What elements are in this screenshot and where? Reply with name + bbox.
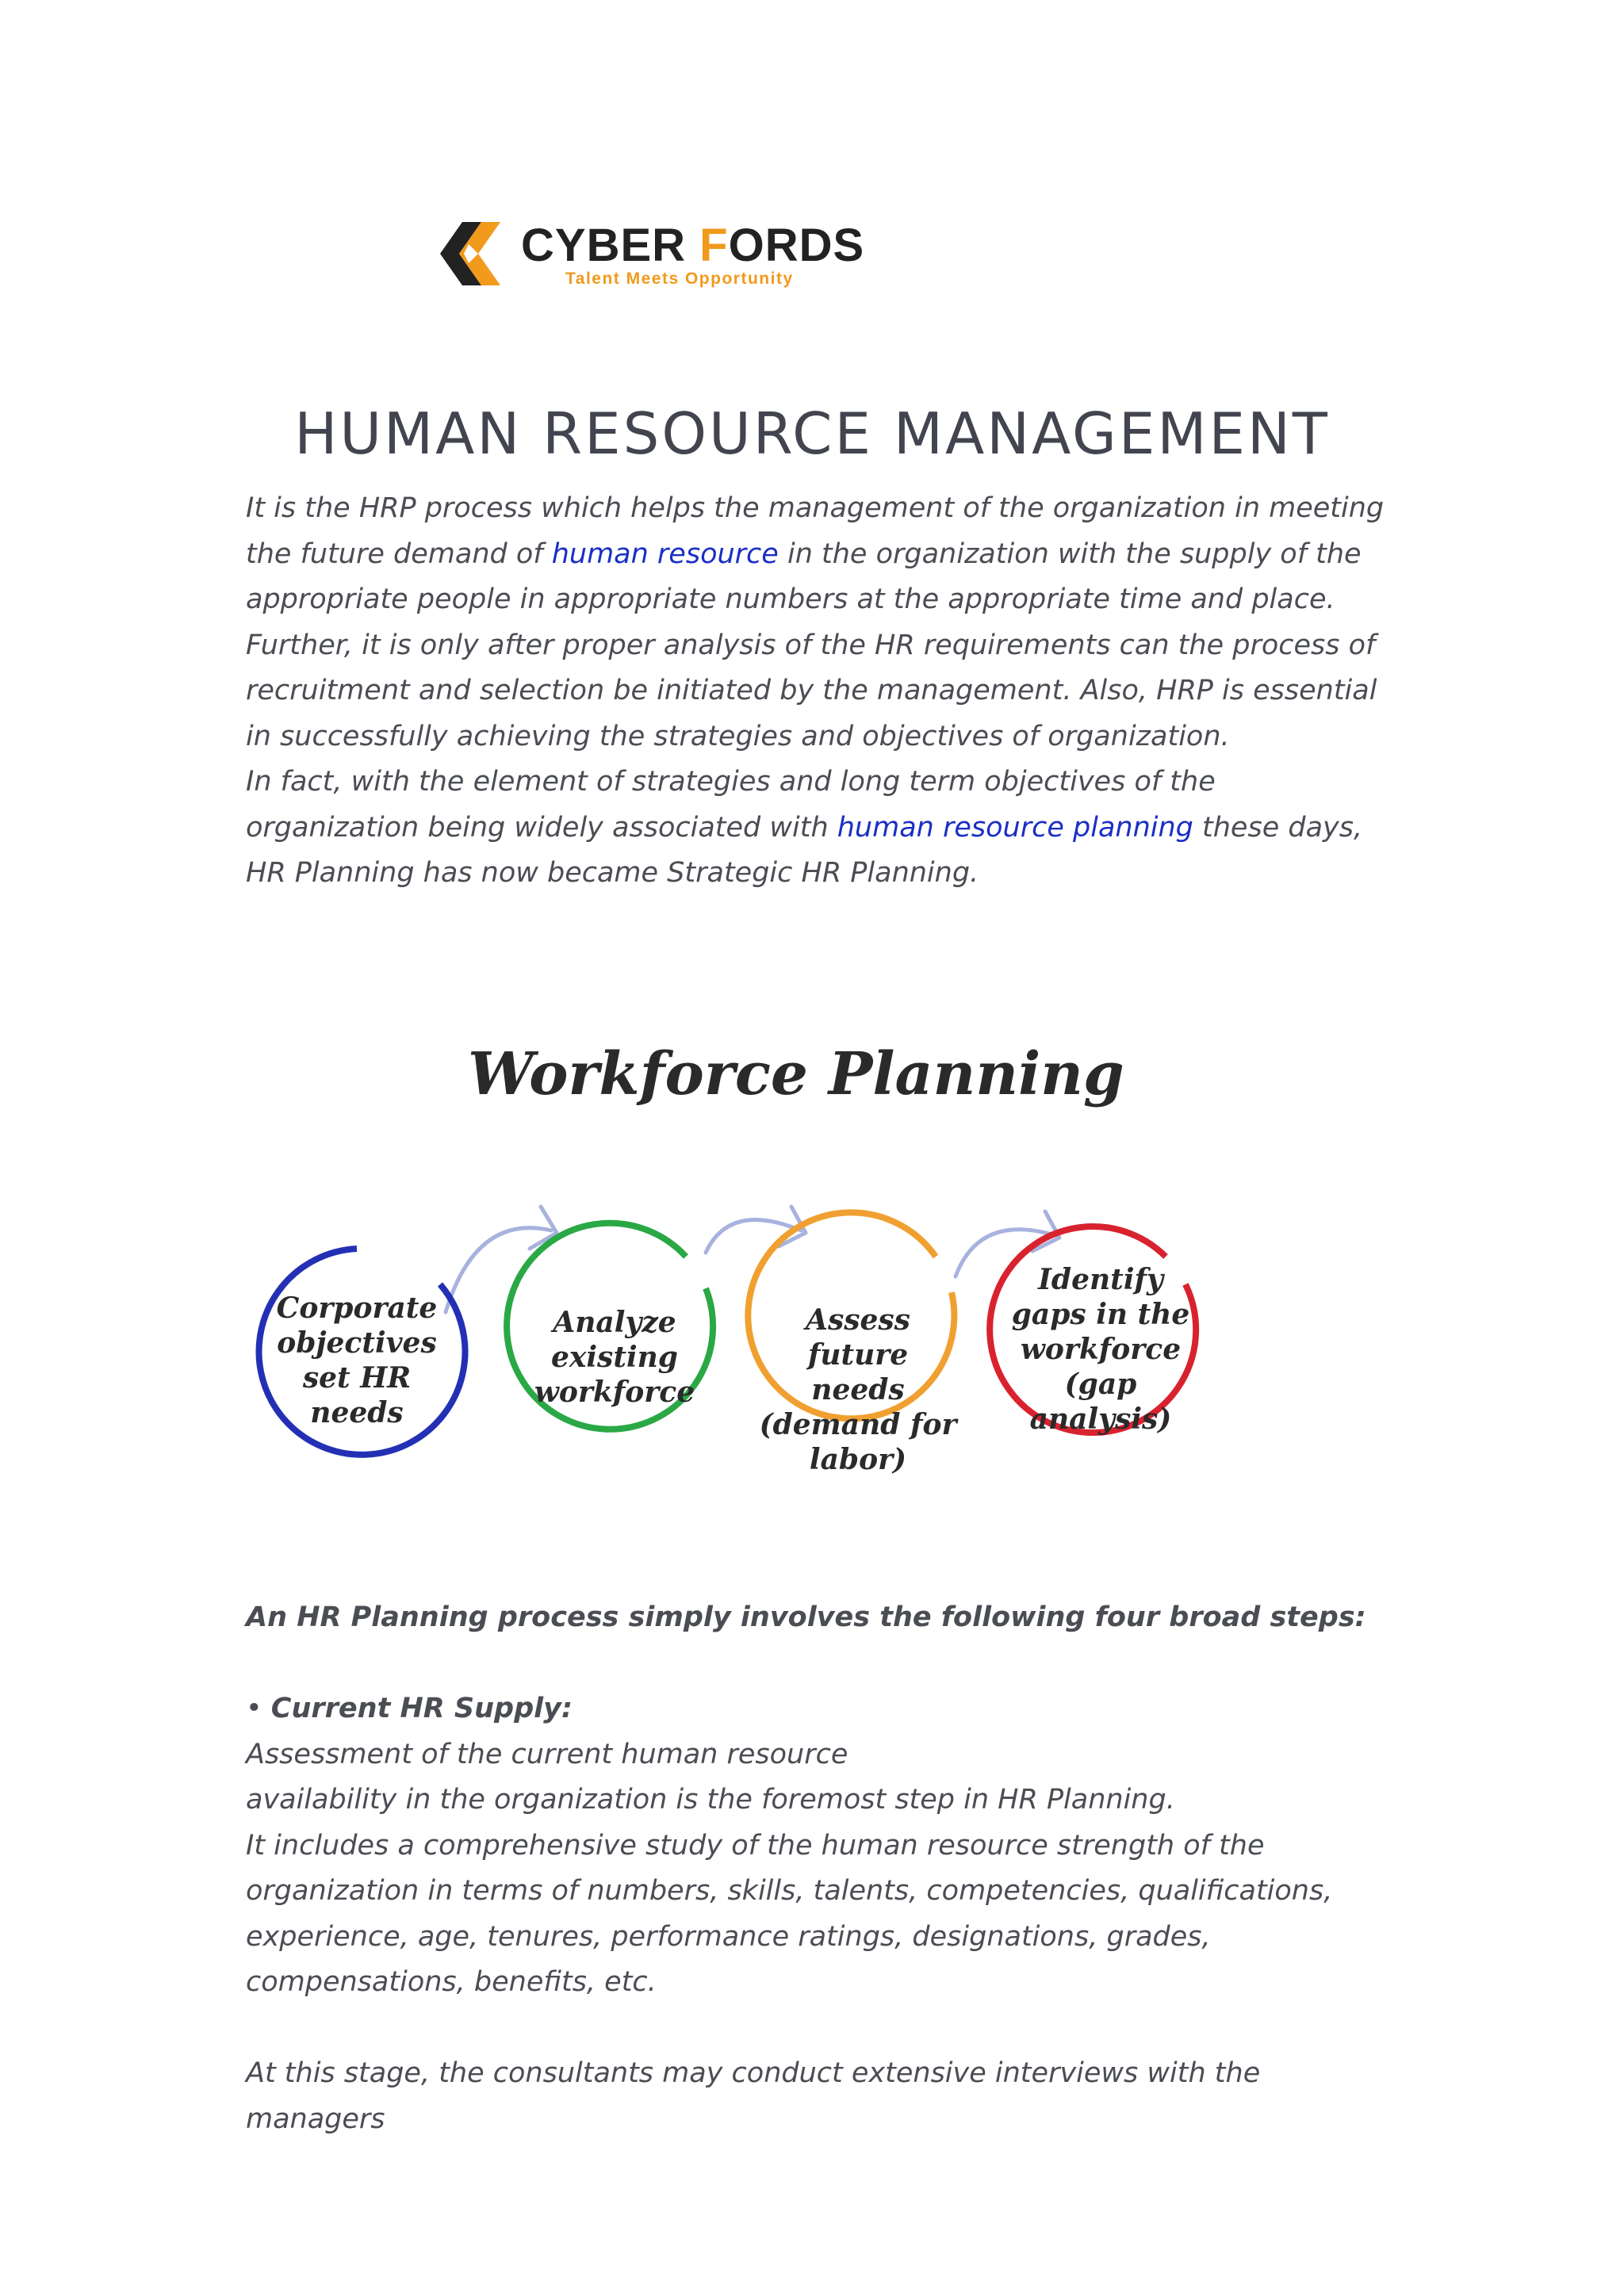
- step-1-line-2: availability in the organization is the foremost step in HR Planning.: [246, 1784, 1175, 1816]
- step-1-line-1: Assessment of the current human resource: [246, 1738, 848, 1770]
- human-resource-planning-link[interactable]: human resource planning: [837, 811, 1193, 844]
- intro-paragraph-1: [246, 486, 1388, 760]
- step-3-label: Assess future needs (demand for labor): [759, 1303, 957, 1476]
- diagram-title: Workforce Planning: [468, 1040, 1124, 1108]
- bullet-icon: •: [246, 1693, 262, 1724]
- human-resource-link[interactable]: human resource: [551, 538, 779, 570]
- step-1-line-4: At this stage, the consultants may conduct extensive interviews with the managers: [246, 2057, 1261, 2135]
- company-logo: [432, 214, 865, 301]
- logo-wordmark: [521, 219, 864, 272]
- logo-name-part1: CYBER: [521, 220, 700, 271]
- step-1-line-3: It includes a comprehensive study of the human resource strength of the organization in terms of numbers, skills, talents, competencies, qualifications, experience, age, tenures, performance ratings, designations, grades, compensations, benefits, etc.: [246, 1829, 1333, 1998]
- intro-p1-text-b: in the organization with the supply of the appropriate people in appropriate numbers at the appropriate time and place. Further, it is only after proper analysis of the HR requirements can the process of recruitment and selection be initiated by the management. Also, HRP is essential in successfully achieving the strategies and objectives of organization.: [246, 538, 1377, 752]
- logo-name-accent: F: [699, 220, 729, 271]
- step-1-section: [246, 1686, 1388, 2142]
- workforce-planning-diagram: [238, 1023, 1300, 1506]
- intro-paragraph-2: [246, 760, 1388, 897]
- step-1-label: Corporate objectives set HR needs: [276, 1292, 438, 1429]
- steps-heading: An HR Planning process simply involves the following four broad steps:: [246, 1601, 1366, 1633]
- logo-name-part2: ORDS: [728, 220, 865, 271]
- logo-tagline: Talent Meets Opportunity: [565, 270, 794, 288]
- step-1-title: Current HR Supply:: [270, 1693, 573, 1724]
- step-4-label: Identify gaps in the workforce (gap analysis): [1011, 1263, 1190, 1436]
- arrow-1-icon: [446, 1228, 551, 1312]
- page-title: HUMAN RESOURCE MANAGEMENT: [294, 400, 1330, 467]
- intro-p1-text-a: It is the HRP process which helps the management of the organization in meeting the future demand of: [246, 492, 1385, 570]
- intro-p2-text-a: In fact, with the element of strategies and long term objectives of the organization being widely associated with: [246, 766, 1216, 844]
- intro-p2-text-b: these days, HR Planning has now became Strategic HR Planning.: [246, 811, 1363, 889]
- step-1-title-line: [246, 1686, 1388, 1732]
- intro-text: [246, 486, 1388, 897]
- step-2-label: Analyze existing workforce: [534, 1306, 695, 1409]
- cyber-fords-logo-mark: [432, 214, 511, 293]
